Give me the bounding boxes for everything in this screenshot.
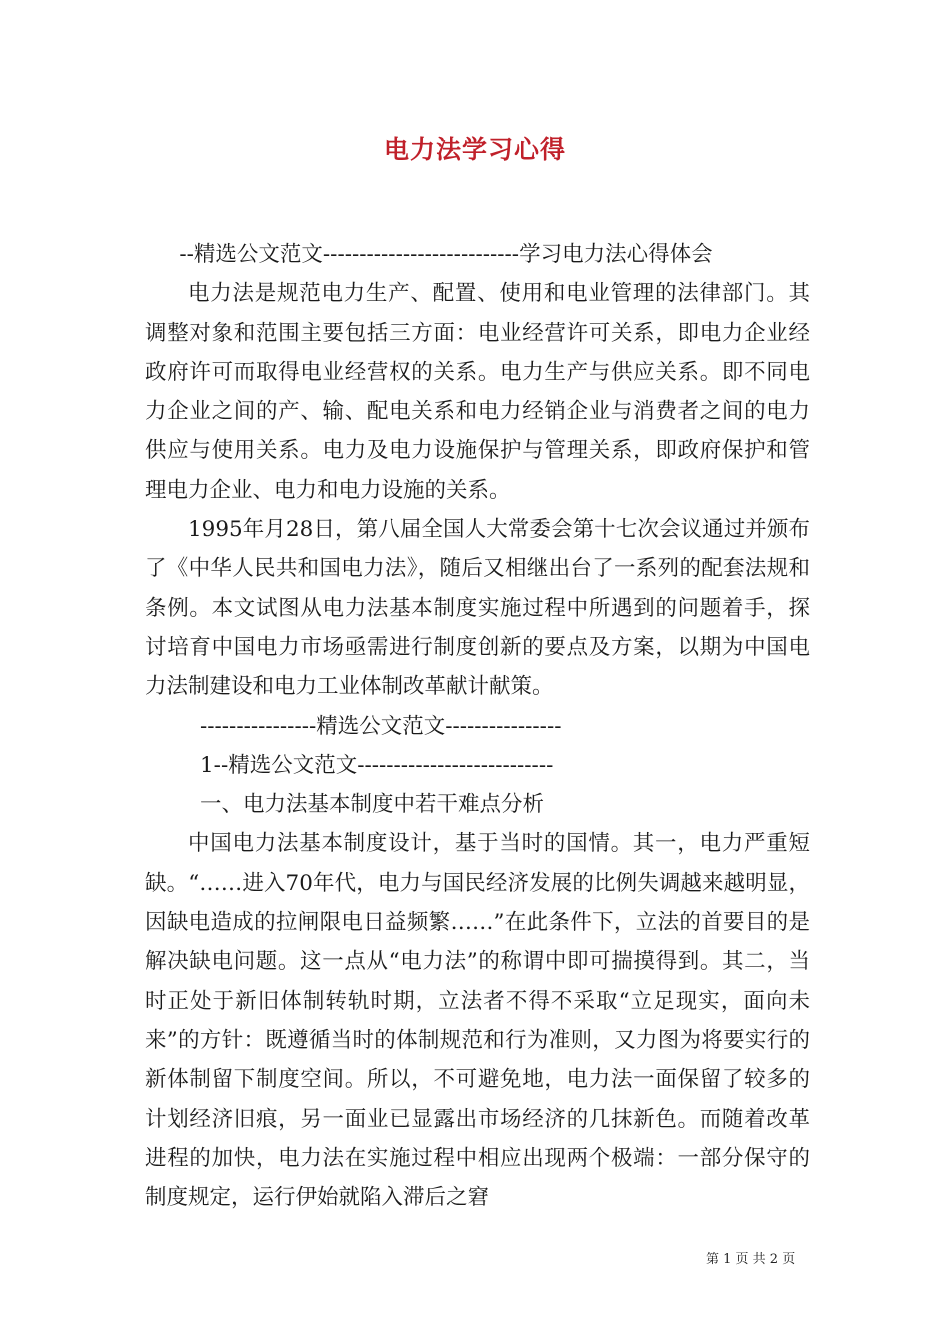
document-body [145,235,810,1217]
body-paragraph: 电力法是规范电力生产、配置、使用和电业管理的法律部门。其调整对象和范围主要包括三方面：电业经营许可关系，即电力企业经政府许可而取得电业经营权的关系。电力生产与供应关系。即不同电力企业之间的产、输、配电关系和电力经销企业与消费者之间的电力供应与使用关系。电力及电力设施保护与管理关系，即政府保护和管理电力企业、电力和电力设施的关系。 [145,281,810,503]
document-title: 电力法学习心得 [383,135,566,164]
section-heading: 一、电力法基本制度中若干难点分析 [200,792,545,818]
separator-line: 1--精选公文范文--------------------------- [200,752,554,778]
separator-line: ----------------精选公文范文---------------- [200,713,562,739]
page-number: 第 1 页 共 2 页 [706,1252,796,1267]
body-paragraph: 中国电力法基本制度设计，基于当时的国情。其一，电力严重短缺。“……进入70年代，电力与国民经济发展的比例失调越来越明显，因缺电造成的拉闸限电日益频繁……”在此条件下，立法的首要目的是解决缺电问题。这一点从“电力法”的称谓中即可揣摸得到。其二，当时正处于新旧体制转轨时期，立法者不得不采取“立足现实，面向未来”的方针：既遵循当时的体制规范和行为准则，又力图为将要实行的新体制留下制度空间。所以，不可避免地，电力法一面保留了较多的计划经济旧痕，另一面业已显露出市场经济的几抹新色。而随着改革进程的加快，电力法在实施过程中相应出现两个极端：一部分保守的制度规定，运行伊始就陷入滞后之窘 [145,831,810,1211]
body-paragraph: 1995年月28日，第八届全国人大常委会第十七次会议通过并颁布了《中华人民共和国电力法》，随后又相继出台了一系列的配套法规和条例。本文试图从电力法基本制度实施过程中所遇到的问题着手，探讨培育中国电力市场亟需进行制度创新的要点及方案，以期为中国电力法制建设和电力工业体制改革献计献策。 [145,517,810,700]
intro-paragraph: --精选公文范文---------------------------学习电力法心得体会 [179,242,713,267]
